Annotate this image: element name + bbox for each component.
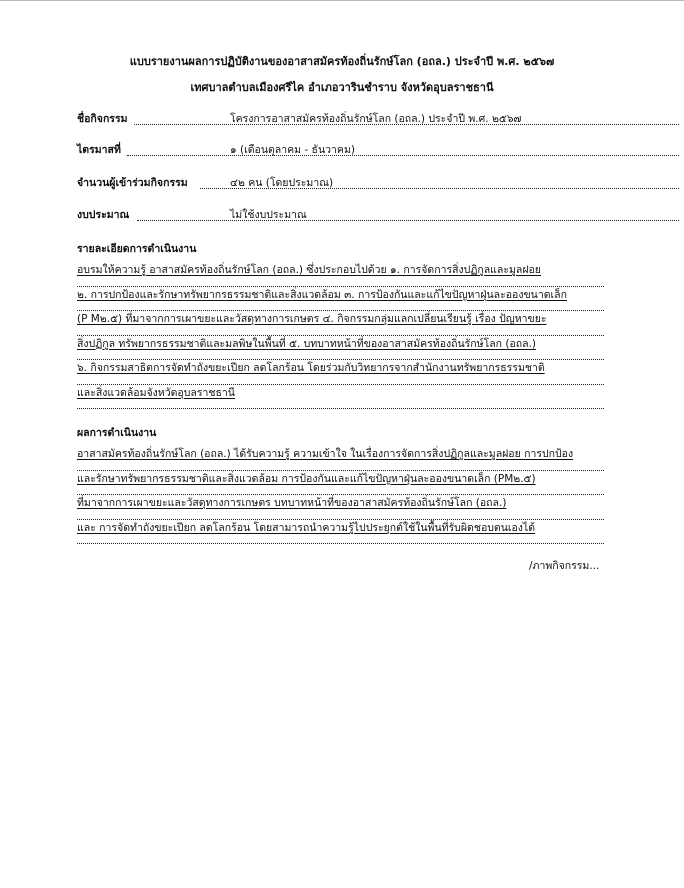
results-line: ที่มาจากการเผาขยะและวัสดุทางการเกษตร บทบาทหน้าที่ของอาสาสมัครท้องถิ่นรักษ์โลก (อถล.)	[77, 495, 604, 520]
field-budget-value: ไม่ใช้งบประมาณ	[230, 209, 307, 221]
field-budget-label: งบประมาณ	[77, 209, 130, 221]
field-quarter-rule	[127, 155, 679, 156]
field-activity-value: โครงการอาสาสมัครท้องถิ่นรักษ์โลก (อถล.) ประจำปี พ.ศ. ๒๕๖๗	[230, 113, 522, 125]
field-budget-rule	[137, 220, 679, 221]
results-heading: ผลการดำเนินงาน	[77, 427, 157, 439]
field-quarter-label: ไตรมาสที่	[77, 144, 121, 156]
details-line: ๒. การปกป้องและรักษาทรัพยากรธรรมชาติและสิ่งแวดล้อม ๓. การป้องกันและแก้ไขปัญหาฝุ่นละอองขนาดเล็ก	[77, 287, 604, 312]
field-participants-value: ๔๒ คน (โดยประมาณ)	[230, 177, 334, 189]
results-line: และ การจัดทำถังขยะเปียก ลดโลกร้อน โดยสามารถนำความรู้ไปประยุกต์ใช้ในพื้นที่รับผิดชอบตนเองได้	[77, 520, 604, 545]
details-line: สิ่งปฏิกูล ทรัพยากรธรรมชาติและมลพิษในพื้นที่ ๕. บทบาทหน้าที่ของอาสาสมัครท้องถิ่นรักษ์โลก (อถล.)	[77, 336, 604, 361]
page-top-border	[0, 0, 684, 1]
details-line: และสิ่งแวดล้อมจังหวัดอุบลราชธานี	[77, 385, 604, 410]
details-line: ๖. กิจกรรมสาธิตการจัดทำถังขยะเปียก ลดโลกร้อน โดยร่วมกับวิทยากรจากสำนักงานทรัพยากรธรรมชาติ	[77, 360, 604, 385]
details-heading: รายละเอียดการดำเนินงาน	[77, 243, 197, 255]
field-participants-label: จำนวนผู้เข้าร่วมกิจกรรม	[77, 177, 188, 189]
details-line: อบรมให้ความรู้ อาสาสมัครท้องถิ่นรักษ์โลก (อถล.) ซึ่งประกอบไปด้วย ๑. การจัดการสิ่งปฏิกูลและมูลฝอย	[77, 262, 604, 287]
field-activity-label: ชื่อกิจกรรม	[77, 113, 128, 125]
results-paragraph	[77, 446, 604, 544]
continued-note: /ภาพกิจกรรม...	[529, 560, 600, 572]
results-line: และรักษาทรัพยากรธรรมชาติและสิ่งแวดล้อม การป้องกันและแก้ไขปัญหาฝุ่นละอองขนาดเล็ก (PM๒.๕)	[77, 471, 604, 496]
details-line: (P M๒.๕) ที่มาจากการเผาขยะและวัสดุทางการเกษตร ๔. กิจกรรมกลุ่มแลกเปลี่ยนเรียนรู้ เรื่อง ปัญหาขยะ	[77, 311, 604, 336]
results-line: อาสาสมัครท้องถิ่นรักษ์โลก (อถล.) ได้รับความรู้ ความเข้าใจ ในเรื่องการจัดการสิ่งปฏิกูลและมูลฝอย การปกป้อง	[77, 446, 604, 471]
report-title: แบบรายงานผลการปฏิบัติงานของอาสาสมัครท้องถิ่นรักษ์โลก (อถล.) ประจำปี พ.ศ. ๒๕๖๗	[129, 55, 555, 68]
field-quarter-value: ๑ (เดือนตุลาคม - ธันวาคม)	[230, 144, 355, 156]
details-paragraph	[77, 262, 604, 409]
report-subtitle: เทศบาลตำบลเมืองศรีไค อำเภอวารินชำราบ จังหวัดอุบลราชธานี	[190, 81, 494, 94]
